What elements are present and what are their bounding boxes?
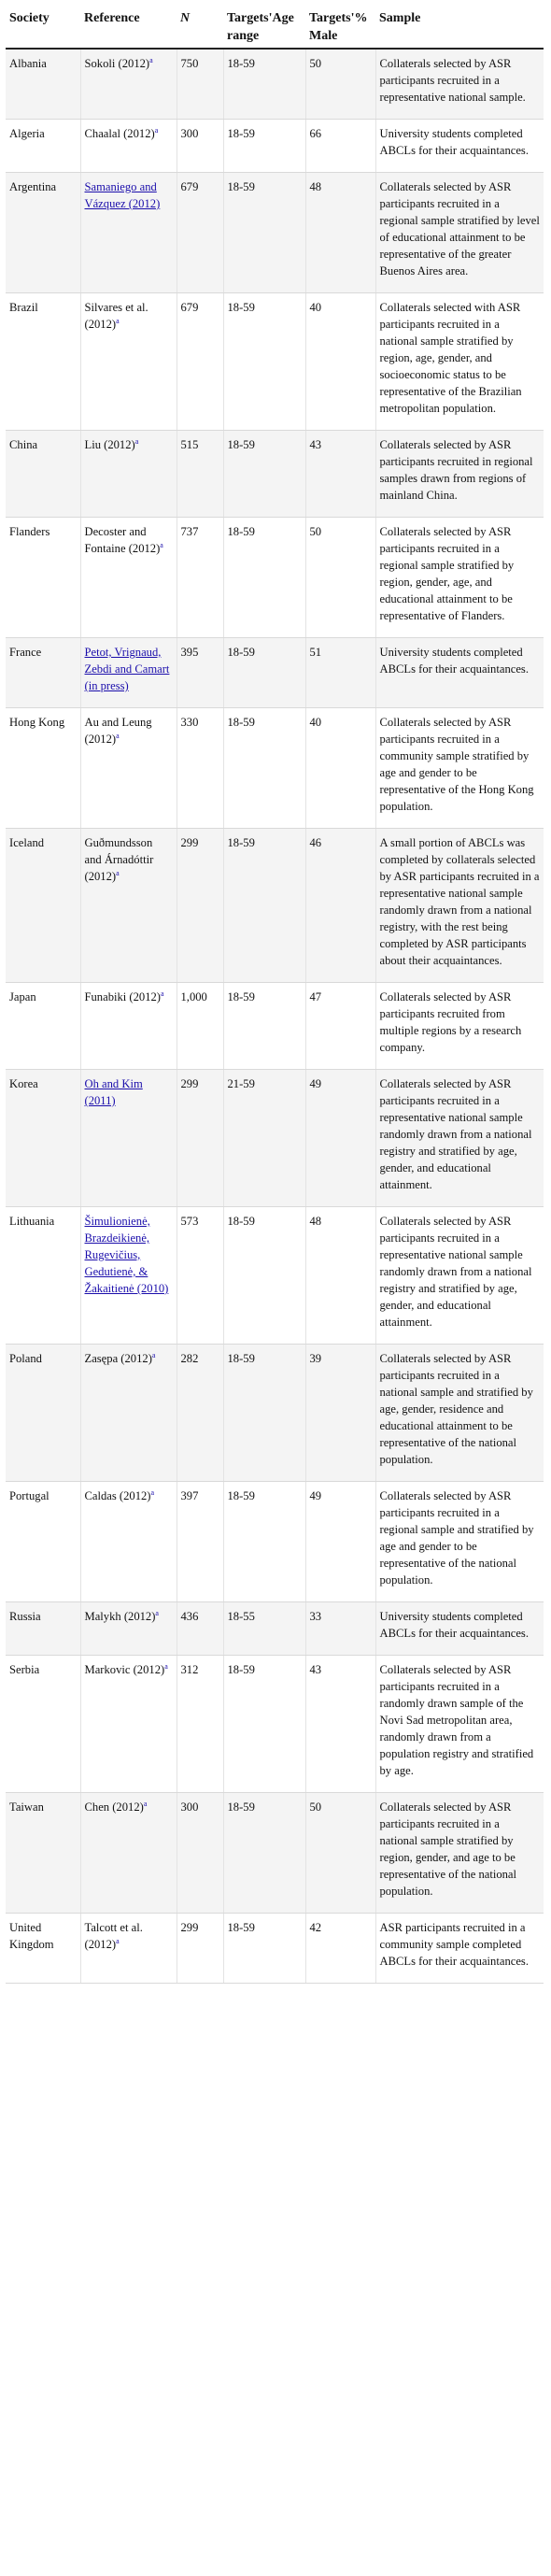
percent-male-cell: 43 [305,431,375,518]
footnote-marker[interactable]: a [160,540,163,549]
table-row [6,1070,544,1207]
reference-cell [80,1345,177,1482]
sample-cell: Collaterals selected by ASR participants recruited in a regional sample stratified by region, gender, age, and educational attainment to be representative of Flanders. [375,518,544,638]
n-cell: 679 [177,173,223,293]
header-society: Society [6,7,80,49]
percent-male-cell: 50 [305,518,375,638]
sample-cell: Collaterals selected with ASR participants recruited in a national sample stratified by region, age, gender, and socioeconomic status to be representative of the Brazilian metropolitan population. [375,293,544,431]
n-cell: 679 [177,293,223,431]
reference-link[interactable]: Šimulionienė, Brazdeikienė, Rugevičius, Gedutienė, & Žakaitienė (2010) [84,1215,169,1295]
society-cell: Japan [6,983,80,1070]
footnote-marker[interactable]: a [164,1661,168,1671]
percent-male-cell: 49 [305,1482,375,1602]
reference-cell [80,1207,177,1345]
n-cell: 312 [177,1656,223,1793]
n-cell: 300 [177,1793,223,1914]
n-cell: 573 [177,1207,223,1345]
n-cell: 750 [177,49,223,120]
society-cell: Brazil [6,293,80,431]
age-range-cell: 18-59 [223,173,305,293]
header-n: N [177,7,223,49]
society-cell: Algeria [6,120,80,173]
header-sample: Sample [375,7,544,49]
header-row [6,7,544,49]
percent-male-cell: 42 [305,1914,375,1984]
n-cell: 1,000 [177,983,223,1070]
age-range-cell: 18-59 [223,708,305,829]
reference-cell [80,293,177,431]
header-percent-male: Targets'% Male [305,7,375,49]
age-range-cell: 18-59 [223,1482,305,1602]
reference-text: Talcott et al. (2012) [84,1921,143,1951]
n-cell: 395 [177,638,223,708]
sample-cell: A small portion of ABCLs was completed by collaterals selected by ASR participants recruited in a representative national sample randomly drawn from a national registry, with the rest being completed by ASR participants about their acquaintances. [375,829,544,983]
society-cell: Argentina [6,173,80,293]
percent-male-cell: 43 [305,1656,375,1793]
age-range-cell: 18-59 [223,1207,305,1345]
reference-text: Markovic (2012) [84,1663,165,1676]
reference-cell [80,120,177,173]
table-row [6,829,544,983]
age-range-cell: 18-59 [223,983,305,1070]
society-cell: China [6,431,80,518]
percent-male-cell: 50 [305,1793,375,1914]
reference-text: Decoster and Fontaine (2012) [84,525,161,555]
age-range-cell: 18-59 [223,638,305,708]
percent-male-cell: 46 [305,829,375,983]
percent-male-cell: 40 [305,708,375,829]
reference-link[interactable]: Samaniego and Vázquez (2012) [84,180,161,210]
society-cell: Flanders [6,518,80,638]
sample-cell: ASR participants recruited in a community sample completed ABCLs for their acquaintances. [375,1914,544,1984]
footnote-marker[interactable]: a [150,1487,155,1497]
footnote-marker[interactable]: a [161,989,164,998]
table-row [6,1793,544,1914]
reference-text: Chen (2012) [84,1800,144,1814]
sample-cell: University students completed ABCLs for their acquaintances. [375,120,544,173]
sample-cell: Collaterals selected by ASR participants recruited in a regional sample and stratified by age and gender to be representative of the national population. [375,1482,544,1602]
age-range-cell: 18-59 [223,431,305,518]
reference-link[interactable]: Petot, Vrignaud, Zebdi and Camart (in press) [84,646,170,692]
table-row [6,1207,544,1345]
footnote-marker[interactable]: a [134,436,139,446]
header-reference: Reference [80,7,177,49]
footnote-marker[interactable]: a [116,868,120,877]
n-cell: 737 [177,518,223,638]
sample-cell: Collaterals selected by ASR participants recruited in a community sample stratified by age and gender to be representative of the Hong Kong population. [375,708,544,829]
society-cell: Korea [6,1070,80,1207]
age-range-cell: 18-59 [223,1656,305,1793]
table-row [6,1602,544,1656]
society-cell: Iceland [6,829,80,983]
reference-text: Liu (2012) [84,438,135,451]
header-age-range: Targets'Age range [223,7,305,49]
table-row [6,638,544,708]
reference-cell [80,708,177,829]
n-cell: 282 [177,1345,223,1482]
reference-cell [80,1793,177,1914]
society-cell: Hong Kong [6,708,80,829]
age-range-cell: 18-59 [223,120,305,173]
society-cell: United Kingdom [6,1914,80,1984]
age-range-cell: 18-59 [223,49,305,120]
age-range-cell: 18-59 [223,829,305,983]
society-cell: Albania [6,49,80,120]
reference-text: Malykh (2012) [84,1610,156,1623]
reference-cell [80,829,177,983]
percent-male-cell: 33 [305,1602,375,1656]
percent-male-cell: 39 [305,1345,375,1482]
footnote-marker[interactable]: a [116,316,120,325]
footnote-marker[interactable]: a [143,1799,148,1808]
table-row [6,1482,544,1602]
society-cell: Taiwan [6,1793,80,1914]
footnote-marker[interactable]: a [116,1936,120,1945]
sample-cell: Collaterals selected by ASR participants recruited in a representative national sample randomly drawn from a national registry and stratified by age, gender, and educational attainment. [375,1070,544,1207]
society-cell: Poland [6,1345,80,1482]
reference-text: Sokoli (2012) [84,57,150,70]
footnote-marker[interactable]: a [149,55,153,64]
reference-cell [80,431,177,518]
percent-male-cell: 50 [305,49,375,120]
footnote-marker[interactable]: a [116,731,120,740]
reference-text: Guðmundsson and Árnadóttir (2012) [84,836,154,883]
footnote-marker[interactable]: a [154,125,159,135]
table-row [6,708,544,829]
reference-cell [80,518,177,638]
percent-male-cell: 49 [305,1070,375,1207]
table-body [6,49,544,1984]
reference-text: Silvares et al. (2012) [84,301,148,331]
reference-cell [80,1482,177,1602]
sample-cell: Collaterals selected by ASR participants recruited in a representative national sample randomly drawn from a national registry and stratified by age, gender, and educational attainment. [375,1207,544,1345]
age-range-cell: 18-59 [223,1793,305,1914]
reference-text: Zasępa (2012) [84,1352,152,1365]
reference-text: Caldas (2012) [84,1489,151,1502]
table-row [6,1914,544,1984]
sample-cell: University students completed ABCLs for their acquaintances. [375,638,544,708]
sample-cell: Collaterals selected by ASR participants recruited from multiple regions by a research company. [375,983,544,1070]
percent-male-cell: 51 [305,638,375,708]
n-cell: 299 [177,1070,223,1207]
age-range-cell: 18-55 [223,1602,305,1656]
sample-cell: Collaterals selected by ASR participants recruited in a representative national sample. [375,49,544,120]
reference-cell [80,1656,177,1793]
age-range-cell: 18-59 [223,293,305,431]
age-range-cell: 18-59 [223,1345,305,1482]
n-cell: 330 [177,708,223,829]
society-cell: Portugal [6,1482,80,1602]
reference-cell [80,638,177,708]
sample-cell: Collaterals selected by ASR participants recruited in a national sample and stratified by age, gender, residence and educational attainment to be representative of the national population. [375,1345,544,1482]
n-cell: 397 [177,1482,223,1602]
table-row [6,1345,544,1482]
reference-samples-table [6,7,544,1984]
n-cell: 436 [177,1602,223,1656]
table-header [6,7,544,49]
percent-male-cell: 66 [305,120,375,173]
sample-cell: University students completed ABCLs for their acquaintances. [375,1602,544,1656]
society-cell: Lithuania [6,1207,80,1345]
reference-text: Funabiki (2012) [84,990,162,1003]
sample-cell: Collaterals selected by ASR participants recruited in a randomly drawn sample of the Novi Sad metropolitan area, randomly drawn from a population registry and stratified by age. [375,1656,544,1793]
table-row [6,49,544,120]
reference-text: Au and Leung (2012) [84,716,152,746]
table-row [6,1656,544,1793]
table-row [6,983,544,1070]
reference-cell [80,173,177,293]
footnote-marker[interactable]: a [151,1350,156,1359]
age-range-cell: 18-59 [223,1914,305,1984]
table-row [6,293,544,431]
sample-cell: Collaterals selected by ASR participants recruited in a regional sample stratified by level of educational attainment to be representative of the greater Buenos Aires area. [375,173,544,293]
reference-cell [80,1602,177,1656]
n-cell: 300 [177,120,223,173]
percent-male-cell: 48 [305,1207,375,1345]
n-cell: 299 [177,1914,223,1984]
society-cell: Russia [6,1602,80,1656]
table-row [6,173,544,293]
age-range-cell: 18-59 [223,518,305,638]
table-row [6,431,544,518]
percent-male-cell: 40 [305,293,375,431]
n-cell: 299 [177,829,223,983]
percent-male-cell: 47 [305,983,375,1070]
reference-text: Chaalal (2012) [84,127,155,140]
age-range-cell: 21-59 [223,1070,305,1207]
reference-cell [80,1914,177,1984]
percent-male-cell: 48 [305,173,375,293]
reference-cell [80,983,177,1070]
society-cell: Serbia [6,1656,80,1793]
society-cell: France [6,638,80,708]
reference-cell [80,1070,177,1207]
table-row [6,120,544,173]
footnote-marker[interactable]: a [155,1608,159,1617]
sample-cell: Collaterals selected by ASR participants recruited in a national sample stratified by region, gender, and age to be representative of the national population. [375,1793,544,1914]
table-row [6,518,544,638]
n-cell: 515 [177,431,223,518]
reference-cell [80,49,177,120]
sample-cell: Collaterals selected by ASR participants recruited in regional samples drawn from regions of mainland China. [375,431,544,518]
reference-link[interactable]: Oh and Kim (2011) [84,1077,143,1107]
